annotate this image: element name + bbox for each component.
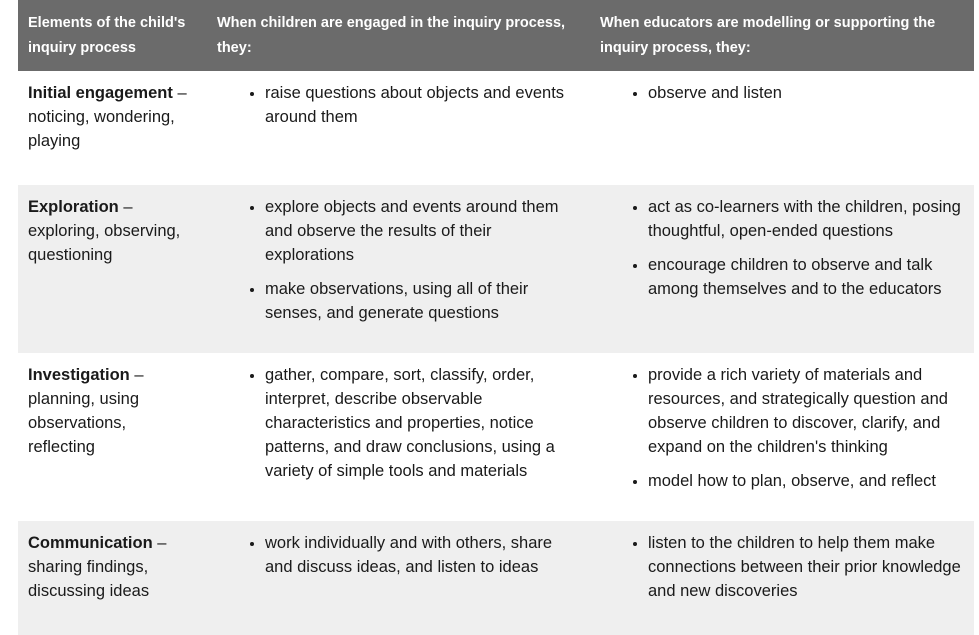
- list-item: • model how to plan, observe, and reflect: [648, 469, 964, 493]
- element-description: – sharing findings, discussing ideas: [28, 534, 167, 600]
- educators-list: [600, 195, 964, 301]
- table-row: [18, 185, 974, 353]
- educators-cell: [590, 353, 974, 521]
- educators-cell: [590, 521, 974, 635]
- children-list: [217, 531, 580, 579]
- educators-cell: [590, 185, 974, 353]
- children-cell: [207, 185, 590, 353]
- list-item: • make observations, using all of their senses, and generate questions: [265, 277, 580, 325]
- list-item: • explore objects and events around them and observe the results of their explorations: [265, 195, 580, 267]
- list-item: • work individually and with others, share and discuss ideas, and listen to ideas: [265, 531, 580, 579]
- educators-cell: [590, 71, 974, 185]
- element-name: Exploration: [28, 198, 119, 216]
- element-name: Initial engagement: [28, 84, 173, 102]
- list-item: • encourage children to observe and talk among themselves and to the educators: [648, 253, 964, 301]
- list-item: • raise questions about objects and events around them: [265, 81, 580, 129]
- element-description: – planning, using observations, reflecting: [28, 366, 144, 456]
- children-list: [217, 363, 580, 483]
- element-cell: [18, 353, 207, 521]
- children-list: [217, 81, 580, 129]
- header-educators: When educators are modelling or supporting the inquiry process, they:: [590, 0, 974, 71]
- element-description: – exploring, observing, questioning: [28, 198, 181, 264]
- list-item: • provide a rich variety of materials and resources, and strategically question and observe children to discover, clarify, and expand on the children's thinking: [648, 363, 964, 459]
- inquiry-process-table: [18, 0, 974, 635]
- table-header-row: [18, 0, 974, 71]
- list-item: • listen to the children to help them make connections between their prior knowledge and new discoveries: [648, 531, 964, 603]
- table-row: [18, 353, 974, 521]
- educators-list: [600, 363, 964, 493]
- element-name: Investigation: [28, 366, 130, 384]
- element-cell: [18, 521, 207, 635]
- header-elements: Elements of the child's inquiry process: [18, 0, 207, 71]
- children-cell: [207, 521, 590, 635]
- list-item: • observe and listen: [648, 81, 964, 105]
- list-item: • gather, compare, sort, classify, order, interpret, describe observable characteristics and properties, notice patterns, and draw conclusions, using a variety of simple tools and materials: [265, 363, 580, 483]
- children-cell: [207, 71, 590, 185]
- header-children: When children are engaged in the inquiry process, they:: [207, 0, 590, 71]
- table-row: [18, 521, 974, 635]
- educators-list: [600, 531, 964, 603]
- educators-list: [600, 81, 964, 105]
- element-name: Communication: [28, 534, 153, 552]
- children-cell: [207, 353, 590, 521]
- element-cell: [18, 185, 207, 353]
- children-list: [217, 195, 580, 325]
- table-row: [18, 71, 974, 185]
- element-description: – noticing, wondering, playing: [28, 84, 187, 150]
- element-cell: [18, 71, 207, 185]
- list-item: • act as co-learners with the children, posing thoughtful, open-ended questions: [648, 195, 964, 243]
